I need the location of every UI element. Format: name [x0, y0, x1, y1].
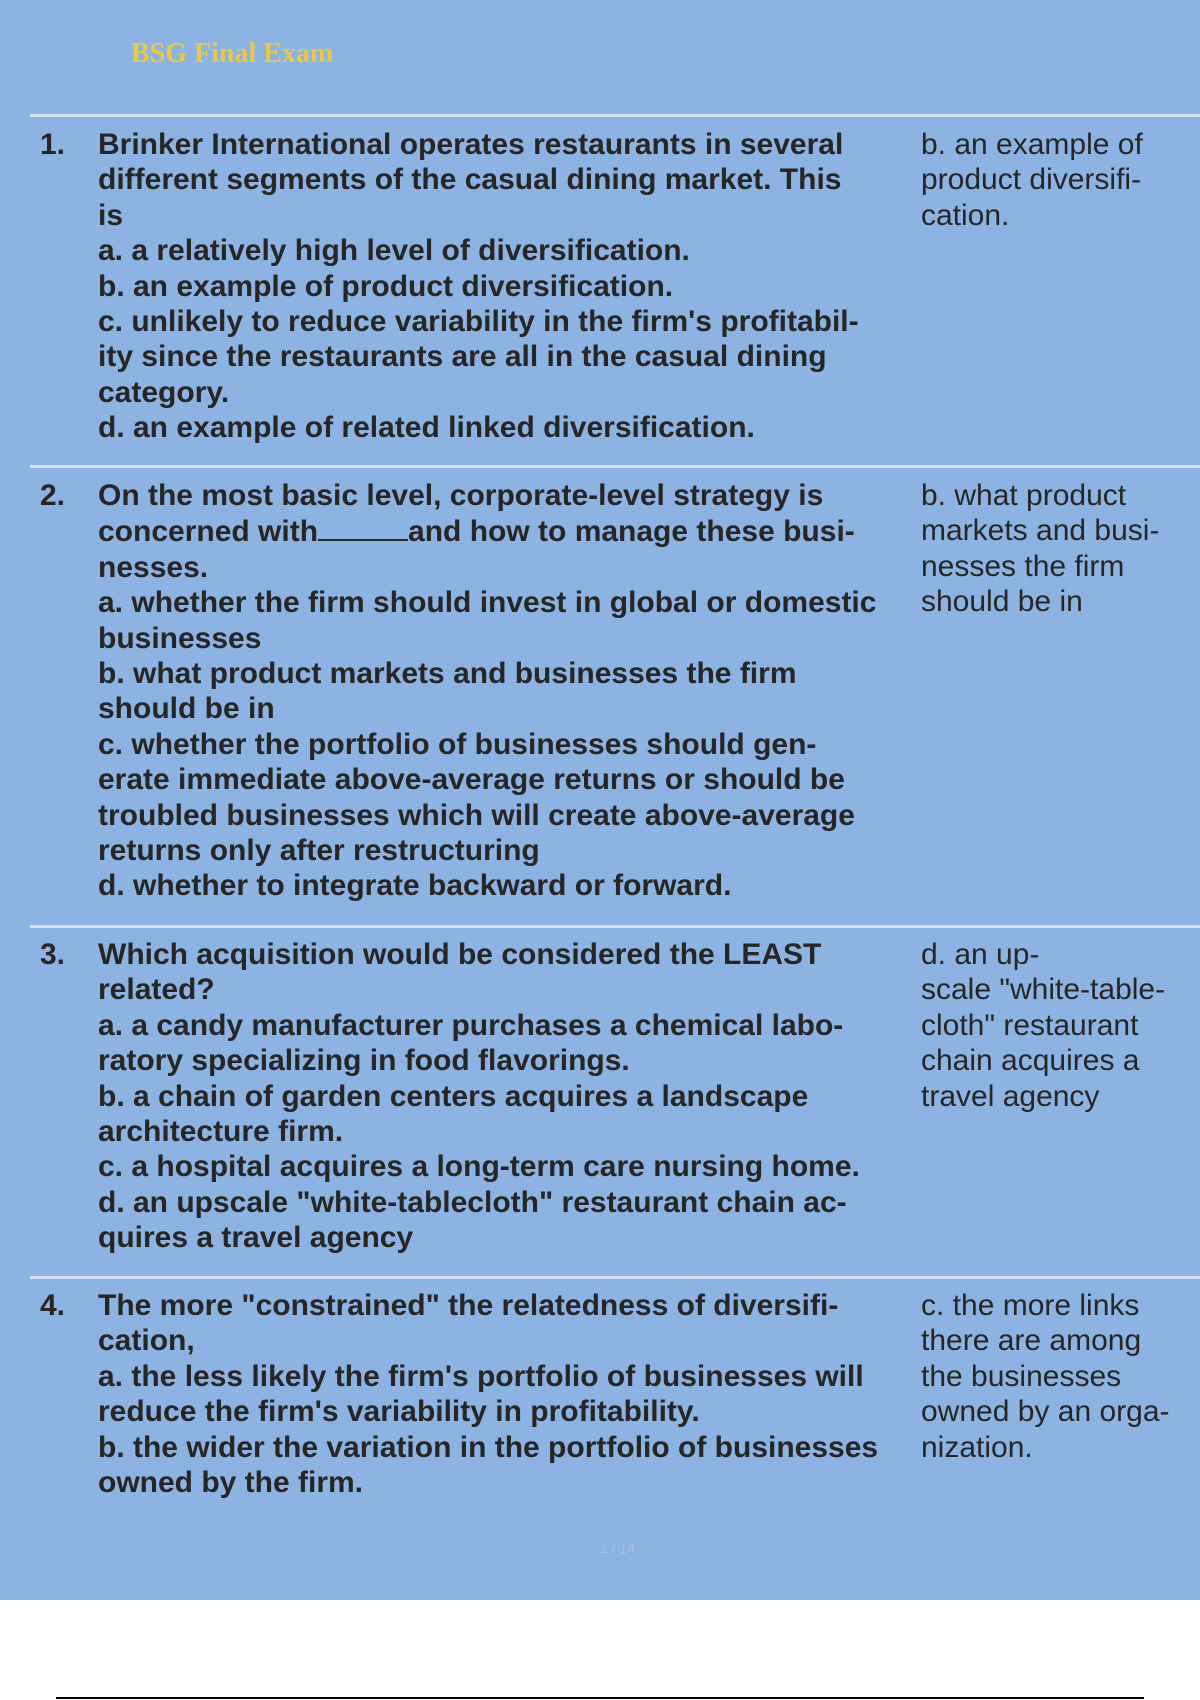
- answer-text: [921, 1288, 1193, 1465]
- question-line: nesses.: [98, 550, 209, 584]
- answer-text: [921, 478, 1193, 620]
- question-text: [98, 478, 913, 904]
- answer-line: b. an example of: [921, 128, 1143, 161]
- question-text: [98, 937, 913, 1256]
- option-line: quires a travel agency: [98, 1221, 414, 1255]
- question-text: [98, 127, 913, 446]
- option-line: troubled businesses which will create above-average: [98, 798, 855, 832]
- option-line: erate immediate above-average returns or should be: [98, 763, 845, 797]
- divider: [30, 925, 1200, 928]
- question-line: different segments of the casual dining market. This: [98, 163, 842, 197]
- answer-line: product diversifi-: [921, 163, 1142, 197]
- question-line: The more "constrained" the relatedness of diversifi-: [98, 1289, 839, 1322]
- option-line: ity since the restaurants are all in the casual dining: [98, 340, 827, 374]
- option-line: d. an upscale "white-tablecloth" restaurant chain ac-: [98, 1185, 847, 1219]
- divider: [30, 465, 1200, 468]
- answer-line: b. what product: [921, 479, 1127, 512]
- divider: [30, 114, 1200, 117]
- question-line: [98, 513, 913, 549]
- answer-line: the businesses: [921, 1359, 1122, 1393]
- option-line: c. a hospital acquires a long-term care nursing home.: [98, 1150, 860, 1184]
- answer-line: cation.: [921, 198, 1010, 232]
- question-line: cation,: [98, 1324, 195, 1358]
- question-text: [98, 1288, 913, 1500]
- option-line: b. an example of product diversification.: [98, 269, 674, 303]
- fill-in-blank: [318, 513, 408, 541]
- option-line: d. an example of related linked diversification.: [98, 411, 755, 445]
- divider: [30, 1276, 1200, 1279]
- option-line: a. whether the firm should invest in global or domestic: [98, 586, 877, 620]
- answer-line: chain acquires a: [921, 1044, 1140, 1078]
- question-line: Brinker International operates restaurants in several: [98, 128, 844, 161]
- answer-line: markets and busi-: [921, 514, 1160, 548]
- answer-line: nesses the firm: [921, 549, 1125, 583]
- option-line: d. whether to integrate backward or forward.: [98, 869, 732, 903]
- option-line: ratory specializing in food flavorings.: [98, 1044, 630, 1078]
- answer-line: owned by an orga-: [921, 1395, 1170, 1429]
- question-line: On the most basic level, corporate-level strategy is: [98, 479, 824, 512]
- answer-line: should be in: [921, 585, 1083, 619]
- option-line: b. what product markets and businesses the firm: [98, 657, 797, 691]
- option-line: c. unlikely to reduce variability in the firm's profitabil-: [98, 305, 859, 339]
- question-number: 2.: [40, 479, 66, 512]
- question-fragment: concerned with: [98, 515, 319, 549]
- option-line: a. the less likely the firm's portfolio of businesses will: [98, 1359, 864, 1393]
- answer-line: travel agency: [921, 1079, 1100, 1113]
- answer-line: cloth" restaurant: [921, 1008, 1139, 1042]
- footer-rule: [56, 1697, 1144, 1699]
- option-line: a. a candy manufacturer purchases a chemical labo-: [98, 1008, 844, 1042]
- answer-line: d. an up-: [921, 938, 1040, 971]
- option-line: category.: [98, 375, 230, 409]
- answer-line: there are among: [921, 1324, 1142, 1358]
- answer-line: scale "white-table-: [921, 973, 1166, 1007]
- question-fragment: and how to manage these busi-: [408, 515, 855, 549]
- question-line: Which acquisition would be considered the LEAST: [98, 938, 822, 971]
- page-number: 1 / 14: [599, 1540, 636, 1556]
- answer-line: c. the more links: [921, 1289, 1140, 1322]
- option-line: b. the wider the variation in the portfolio of businesses: [98, 1430, 879, 1464]
- option-line: businesses: [98, 621, 262, 655]
- question-number: 4.: [40, 1289, 66, 1322]
- option-line: should be in: [98, 692, 275, 726]
- option-line: returns only after restructuring: [98, 834, 540, 868]
- option-line: a. a relatively high level of diversification.: [98, 234, 690, 268]
- document-title: BSG Final Exam: [131, 38, 334, 69]
- answer-text: [921, 937, 1193, 1114]
- option-line: c. whether the portfolio of businesses should gen-: [98, 727, 817, 761]
- question-line: is: [98, 198, 124, 232]
- answer-text: [921, 127, 1193, 233]
- option-line: b. a chain of garden centers acquires a landscape: [98, 1079, 809, 1113]
- question-line: related?: [98, 973, 215, 1007]
- question-number: 3.: [40, 938, 66, 971]
- option-line: owned by the firm.: [98, 1466, 364, 1500]
- answer-line: nization.: [921, 1430, 1033, 1464]
- option-line: architecture firm.: [98, 1115, 344, 1149]
- question-number: 1.: [40, 128, 66, 161]
- option-line: reduce the firm's variability in profitability.: [98, 1395, 700, 1429]
